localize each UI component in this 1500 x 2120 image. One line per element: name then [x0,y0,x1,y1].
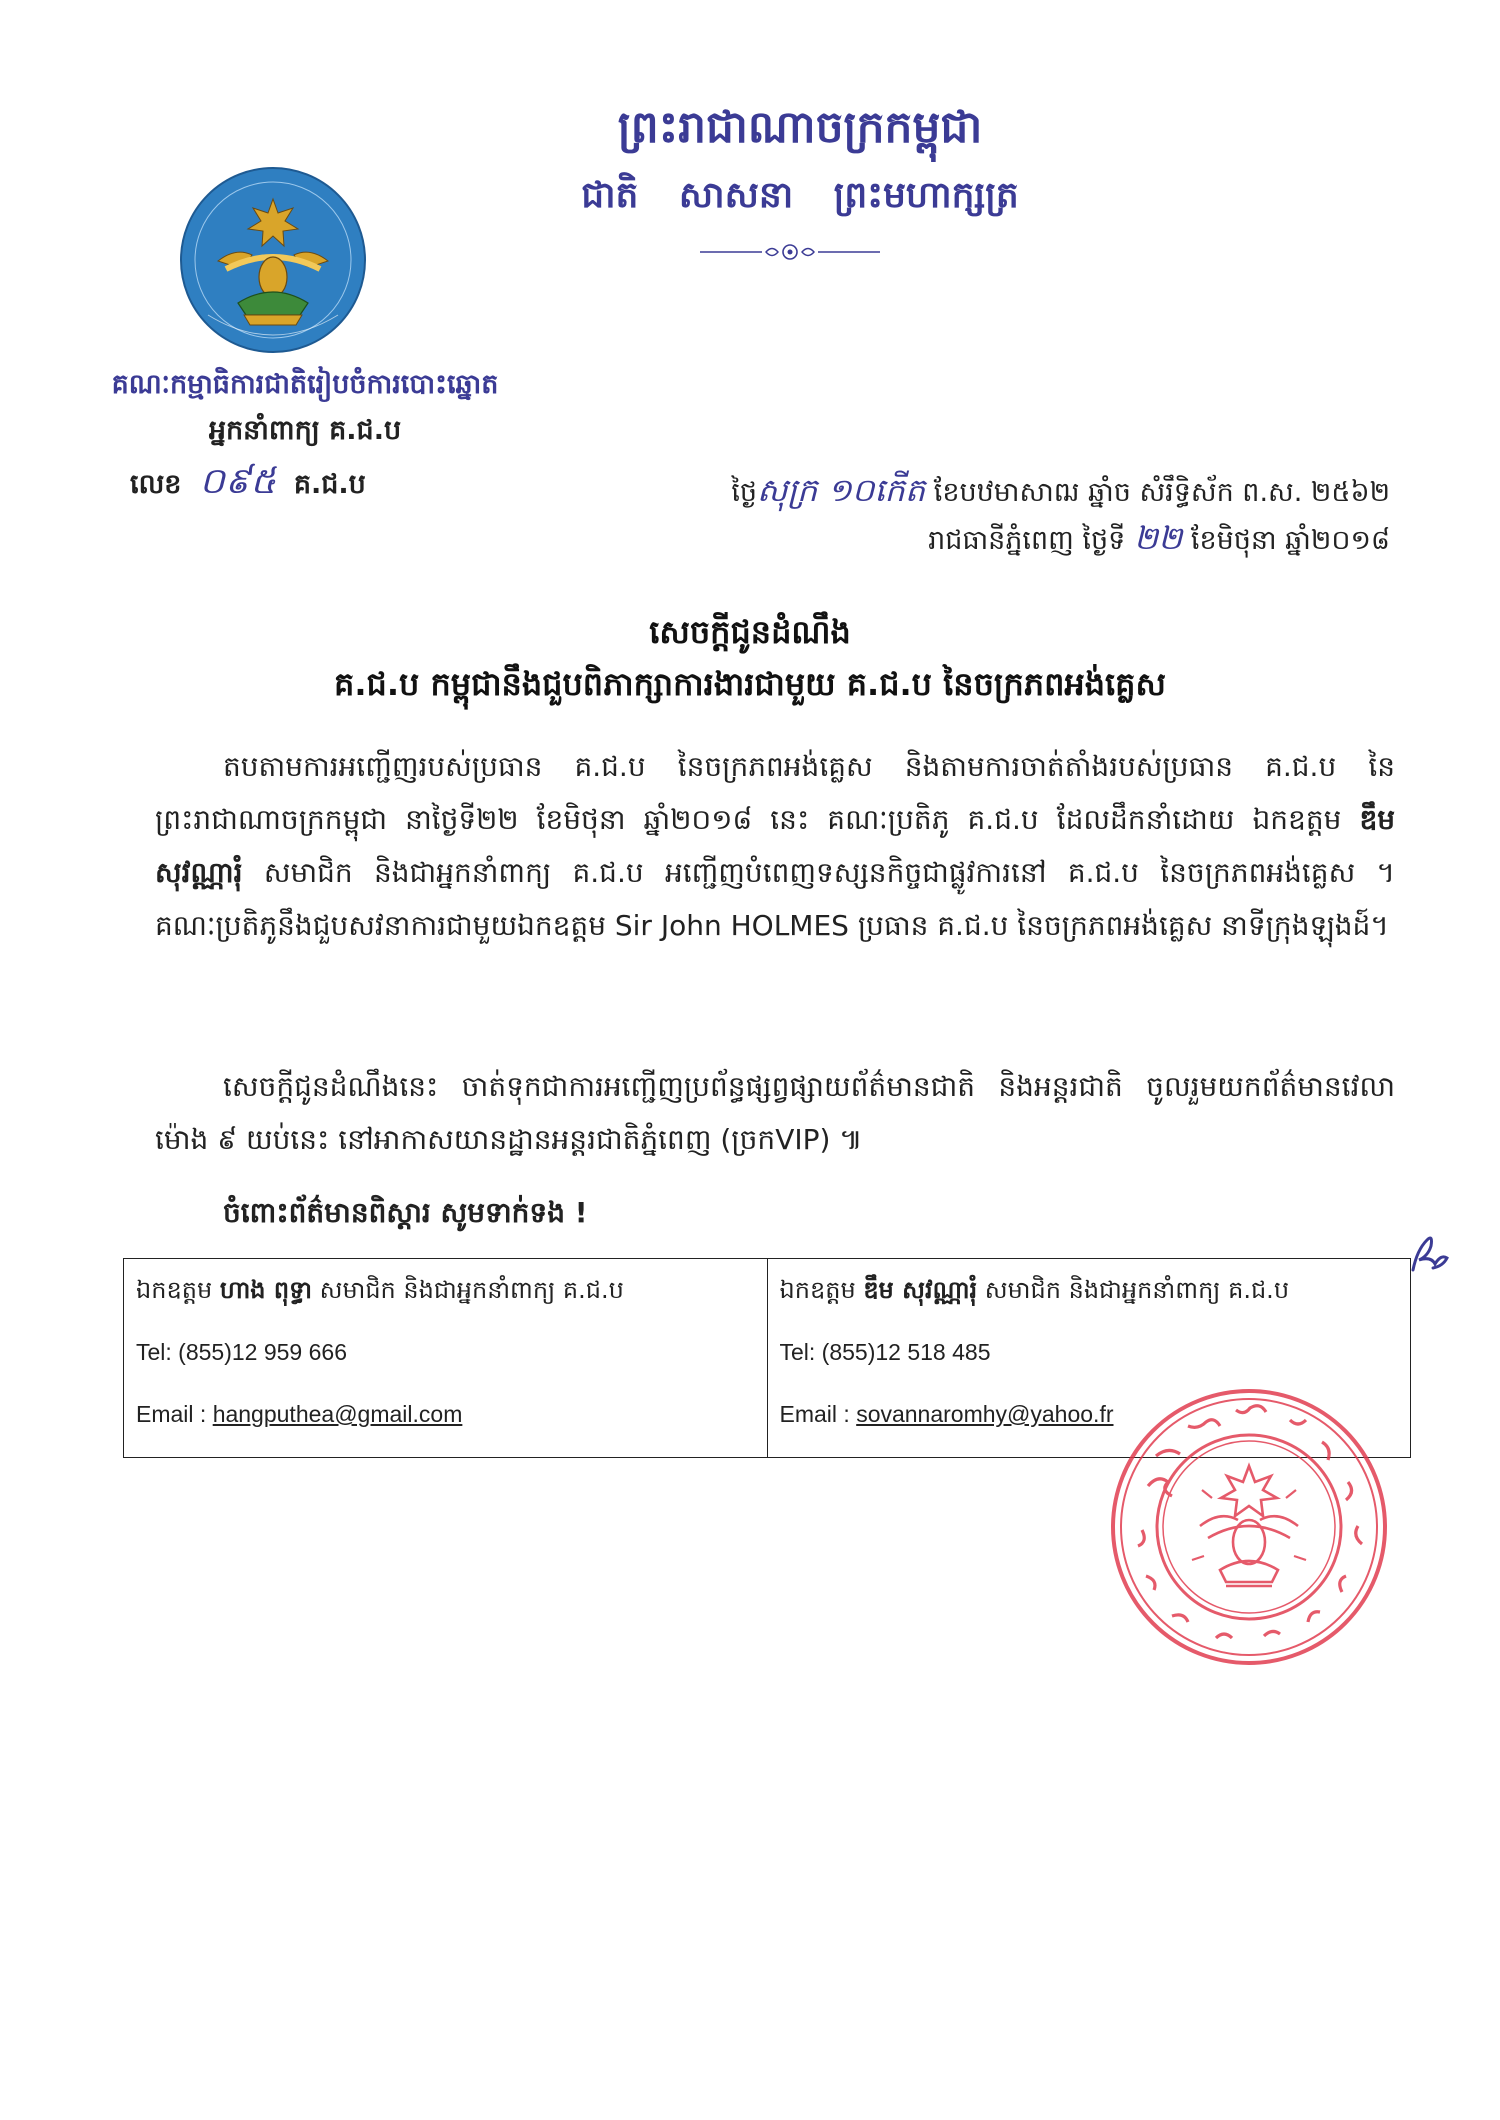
reference-suffix: គ.ជ.ប [293,469,366,500]
official-seal-stamp [1108,1386,1390,1668]
contact-position: សមាជិក និងជាអ្នកនាំពាក្យ គ.ជ.ប [984,1276,1290,1304]
body-paragraph-1 [155,740,1395,952]
city-date-prefix: រាជធានីភ្នំពេញ ថ្ងៃទី [928,525,1126,556]
contact-name-line [136,1275,624,1310]
contact-cell-1 [124,1259,767,1457]
contact-email-label: Email : [136,1401,207,1427]
contact-email-line [780,1401,1114,1428]
body-paragraph-2 [155,1060,1395,1166]
reference-number-line [130,458,366,511]
handwritten-initial [1405,1232,1455,1276]
closing-line: ចំពោះព័ត៌មានពិស្តារ សូមទាក់ទង ! [223,1196,588,1229]
motto-religion: សាសនា [678,174,794,216]
notice-title: សេចក្ដីជូនដំណឹង [649,613,851,651]
header-ornament [700,240,880,264]
contact-email-link[interactable]: sovannaromhy@yahoo.fr [856,1401,1114,1427]
reference-number: ០៩៥ [199,461,276,502]
contact-email-link[interactable]: hangputhea@gmail.com [212,1401,463,1427]
motto-nation: ជាតិ [581,174,639,216]
lunar-date-prefix: ថ្ងៃ [731,477,758,508]
notice-subtitle: គ.ជ.ប កម្ពុជានឹងជួបពិភាក្សាការងារជាមួយ គ.ជ.ប នៃចក្រភពអង់គ្លេស [334,665,1166,703]
body-p2-text: សេចក្ដីជូនដំណឹងនេះ ចាត់ទុកជាការអញ្ជើញប្រព័ន្ធផ្សព្វផ្សាយព័ត៌មានជាតិ និងអន្តរជាតិ ចូលរួមយកព័ត៌មានវេលាម៉ោង ៩ យប់នេះ នៅអាកាសយានដ្ឋានអន្តរជាតិភ្នំពេញ (ច្រកVIP) ៕ [155,1070,1395,1156]
contact-email-line [136,1401,462,1428]
kingdom-title: ព្រះរាជាណាចក្រកម្ពុជា [617,102,983,153]
national-motto [560,172,1040,225]
organization-role: អ្នកនាំពាក្យ គ.ជ.ប [208,415,402,446]
organization-name: គណៈកម្មាធិការជាតិរៀបចំការបោះឆ្នោត [111,369,499,400]
city-date [610,518,1390,565]
nec-logo-emblem [178,165,368,355]
lunar-date-handwritten: សុក្រ ១០កើត [757,471,926,509]
reference-label: លេខ [130,469,182,500]
lunar-date-rest: ខែបឋមាសាឍ ឆ្នាំច សំរឹទ្ធិស័ក ព.ស. ២៥៦២ [933,477,1390,508]
contact-tel: Tel: (855)12 518 485 [779,1339,991,1365]
contact-name-line [780,1275,1290,1310]
contact-title: ឯកឧត្តម [136,1276,213,1304]
motto-king: ព្រះមហាក្សត្រ [833,174,1019,216]
city-date-rest: ខែមិថុនា ឆ្នាំ២០១៨ [1190,525,1390,556]
contact-name: ឌឹម សុវណ្ណារុំ [863,1276,978,1304]
lunar-date [610,470,1390,517]
city-date-day: ២២ [1133,519,1183,557]
body-p1-text-a: តបតាមការអញ្ជើញរបស់ប្រធាន គ.ជ.ប នៃចក្រភពអង់គ្លេស និងតាមការចាត់តាំងរបស់ប្រធាន គ.ជ.ប នៃព្រះរាជាណាចក្រកម្ពុជា នាថ្ងៃទី២២ ខែមិថុនា ឆ្នាំ២០១៨ នេះ គណៈប្រតិភូ គ.ជ.ប ដែលដឹកនាំដោយ ឯកឧត្តម [155,750,1395,836]
contact-tel: Tel: (855)12 959 666 [136,1339,347,1365]
contact-email-label: Email : [779,1401,850,1427]
contact-name: ហាង ពុទ្ធា [219,1276,312,1304]
contact-position: សមាជិក និងជាអ្នកនាំពាក្យ គ.ជ.ប [319,1276,624,1304]
body-p1-name: ឌឹម សុវណ្ណារុំ [155,803,1395,889]
body-p1-text-b: សមាជិក និងជាអ្នកនាំពាក្យ គ.ជ.ប អញ្ជើញបំពេញទស្សនកិច្ចជាផ្លូវការនៅ គ.ជ.ប នៃចក្រភពអង់គ្លេស ។ គណៈប្រតិភូនឹងជួបសវនាការជាមួយឯកឧត្តម Sir John HOLMES ប្រធាន គ.ជ.ប នៃចក្រភពអង់គ្លេស នាទីក្រុងឡុងដ៍។ [155,856,1396,942]
contact-title: ឯកឧត្តម [779,1276,856,1304]
